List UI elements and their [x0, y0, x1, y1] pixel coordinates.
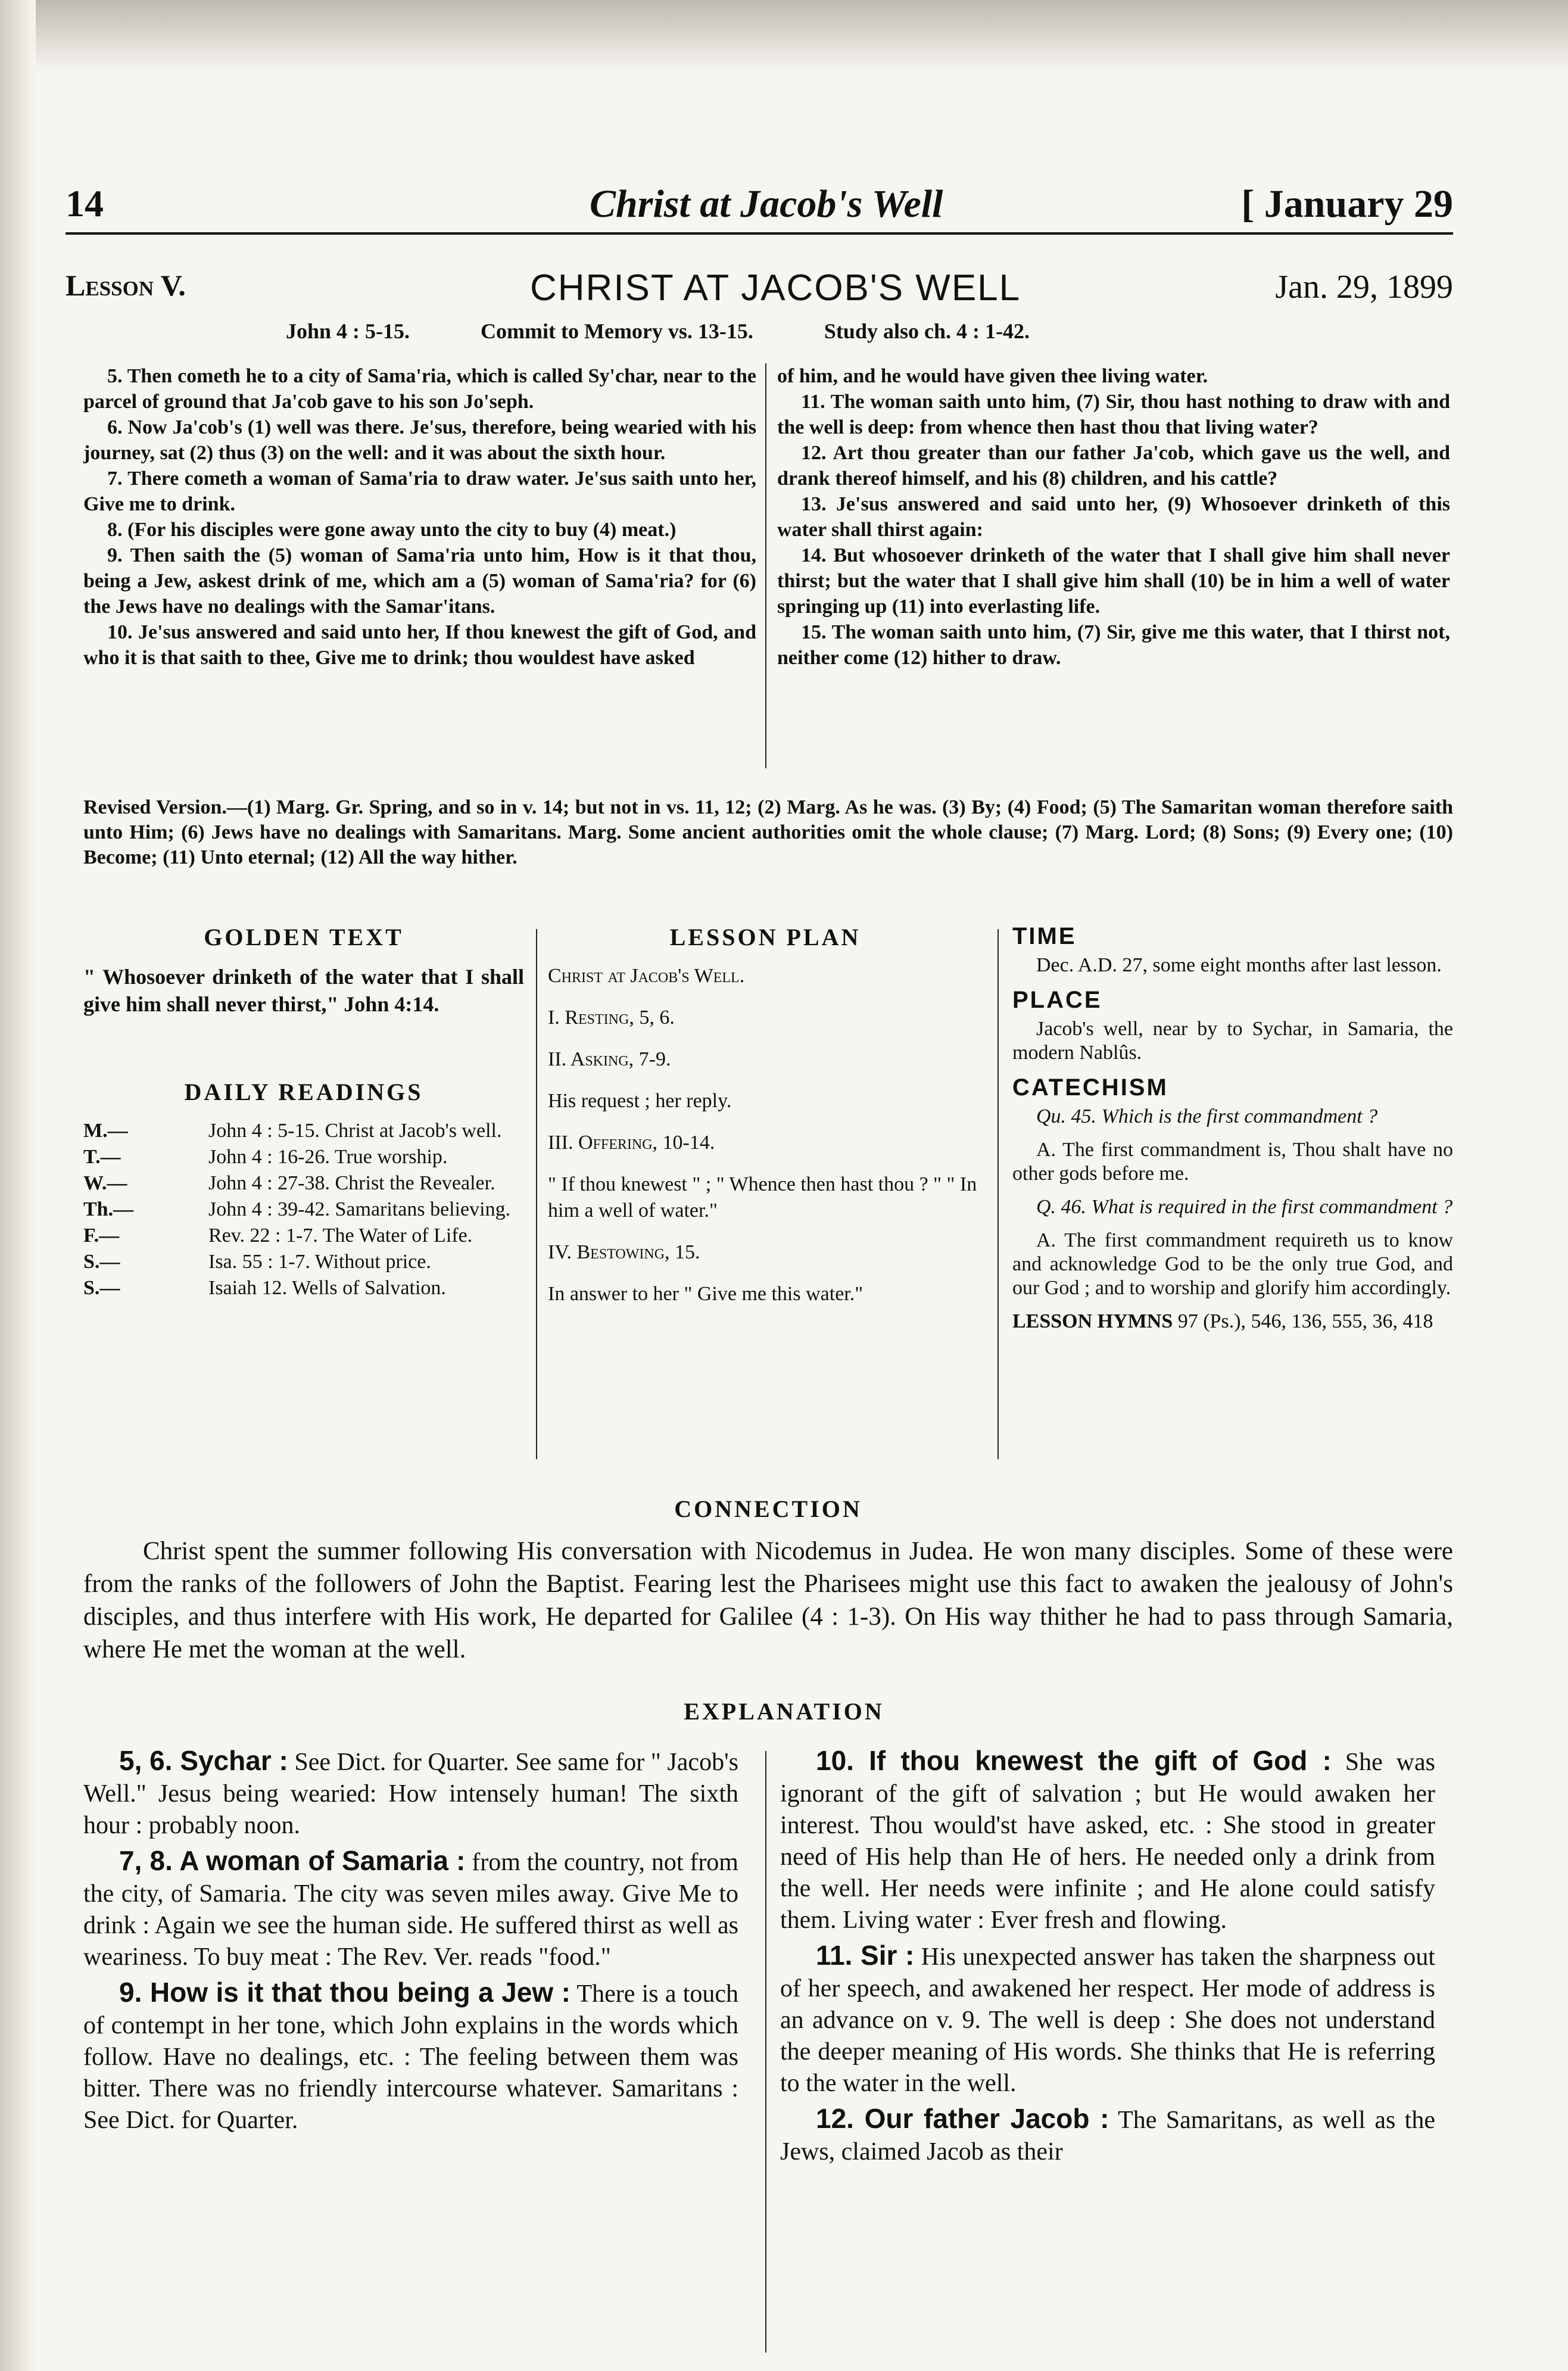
running-title: Christ at Jacob's Well — [590, 182, 943, 226]
verse: 11. The woman saith unto him, (7) Sir, thou hast nothing to draw with and the well is deep: from whence then hast thou that living water? — [777, 391, 1450, 438]
lesson-plan-heading: LESSON PLAN — [669, 924, 861, 951]
column-divider — [765, 1751, 766, 2353]
explanation-keyword: 9. How is it that thou being a Jew : — [119, 1977, 571, 2008]
scripture-left-column — [83, 363, 756, 671]
running-header — [66, 170, 1453, 235]
connection-text: Christ spent the summer following His conversation with Nicodemus in Judea. He won many disciples. Some of these were from the ranks of the followers of John the Baptist. Fearing lest the Pharisees might use this fact to awaken the jealousy of John's disciples, and thus interfere with His work, He departed for Galilee (4 : 1-3). On His way thither he had to pass through Samaria, where He met the woman at the well. — [83, 1537, 1453, 1663]
verse: 13. Je'sus answered and said unto her, (9) Whosoever drinketh of this water shall thirst again: — [777, 493, 1450, 541]
reading-ref: John 4 : 16-26. True worship. — [208, 1146, 448, 1168]
lesson-reference: John 4 : 5-15. — [286, 319, 410, 343]
column-divider — [997, 929, 999, 1459]
verse: of him, and he would have given thee living water. — [777, 365, 1208, 387]
place-heading: PLACE — [1012, 987, 1102, 1013]
golden-text: " Whosoever drinketh of the water that I shall give him shall never thirst," John 4:14. — [83, 965, 524, 1016]
explanation-text: His unexpected answer has taken the sharpness out of her speech, and awakened her respect. Her mode of address is an advance on v. 9. The well is deep : She does not understand the deeper meaning of His words. She thinks that He is referring to the water in the well. — [780, 1943, 1435, 2097]
study-reference: Study also ch. 4 : 1-42. — [824, 319, 1030, 343]
lesson-plan-block — [548, 923, 983, 1323]
plan-item: " If thou knewest " ; " Whence then hast thou ? " " In him a well of water." — [548, 1173, 977, 1222]
explanation-text: See Dict. for Quarter. See same for " Jacob's Well." Jesus being wearied: How intensely human! The sixth hour : probably noon. — [83, 1749, 738, 1839]
explanation-paragraph — [780, 1940, 1435, 2099]
verse: 15. The woman saith unto him, (7) Sir, give me this water, that I thirst not, neither come (12) hither to draw. — [777, 621, 1450, 669]
time-heading: TIME — [1012, 923, 1077, 949]
hymns-heading: LESSON HYMNS — [1012, 1310, 1173, 1332]
catechism-question: Q. 46. What is required in the first commandment ? — [1036, 1196, 1453, 1218]
column-divider — [536, 929, 537, 1459]
explanation-paragraph — [83, 1745, 738, 1842]
reading-ref: Isa. 55 : 1-7. Without price. — [208, 1251, 431, 1273]
running-date: [ January 29 — [1241, 182, 1453, 226]
explanation-keyword: 12. Our father Jacob : — [816, 2103, 1109, 2134]
explanation-right-column — [780, 1745, 1435, 2171]
verse: 5. Then cometh he to a city of Sama'ria, which is called Sy'char, near to the parcel of ground that Ja'cob gave to his son Jo'seph. — [83, 365, 756, 413]
catechism-answer: A. The first commandment requireth us to know and acknowledge God to be the only true God, and our God ; and to worship and glorify him accordingly. — [1012, 1229, 1453, 1299]
scan-side-edge — [0, 0, 36, 2371]
explanation-text: The Samaritans, as well as the Jews, claimed Jacob as their — [780, 2107, 1435, 2166]
daily-readings-block — [83, 1078, 524, 1301]
catechism-heading: CATECHISM — [1012, 1074, 1168, 1101]
reading-item — [83, 1170, 524, 1197]
plan-item: In answer to her " Give me this water." — [548, 1283, 864, 1305]
verse: 10. Je'sus answered and said unto her, If thou knewest the gift of God, and who it is that saith to thee, Give me to drink; thou wouldest have asked — [83, 621, 756, 669]
reading-ref: John 4 : 5-15. Christ at Jacob's well. — [208, 1120, 502, 1142]
hymns-list: 97 (Ps.), 546, 136, 555, 36, 418 — [1177, 1310, 1433, 1332]
reading-item — [83, 1223, 524, 1249]
page-number: 14 — [66, 182, 104, 225]
lesson-hymns — [1012, 1310, 1453, 1334]
verse: 8. (For his disciples were gone away unto the city to buy (4) meat.) — [107, 519, 677, 541]
golden-text-heading: GOLDEN TEXT — [204, 924, 404, 951]
connection-heading: CONNECTION — [674, 1495, 862, 1522]
reading-item — [83, 1275, 524, 1301]
reading-ref: John 4 : 27-38. Christ the Revealer. — [208, 1172, 495, 1194]
verse: 7. There cometh a woman of Sama'ria to draw water. Je'sus saith unto her, Give me to drink. — [83, 468, 756, 515]
reading-ref: John 4 : 39-42. Samaritans believing. — [208, 1198, 511, 1220]
explanation-heading: EXPLANATION — [684, 1698, 884, 1725]
reading-day: T.— — [83, 1146, 121, 1168]
scripture-right-column — [777, 363, 1450, 671]
reading-item — [83, 1249, 524, 1275]
explanation-heading-wrap — [0, 1697, 1568, 1737]
reading-item — [83, 1118, 524, 1144]
explanation-paragraph — [83, 1977, 738, 2136]
plan-item: II. Asking, 7-9. — [548, 1048, 671, 1070]
explanation-keyword: 11. Sir : — [816, 1940, 915, 1971]
connection-block — [83, 1495, 1453, 1666]
catechism-answer: A. The first commandment is, Thou shalt have no other gods before me. — [1012, 1139, 1453, 1185]
verse: 9. Then saith the (5) woman of Sama'ria unto him, How is it that thou, being a Jew, askest drink of me, which am a (5) woman of Sama'ria? for (6) the Jews have no dealings with the Samar'itans. — [83, 544, 756, 618]
lesson-title-line — [66, 262, 1453, 316]
lesson-facts-block — [1012, 923, 1453, 1343]
explanation-keyword: 5, 6. Sychar : — [119, 1745, 288, 1776]
verse: 14. But whosoever drinketh of the water that I shall give him shall never thirst; but the water that I shall give him shall (10) be in him a well of water springing up (11) into everlasting life. — [777, 544, 1450, 618]
plan-item: IV. Bestowing, 15. — [548, 1241, 700, 1263]
golden-text-block — [83, 923, 524, 1018]
plan-item: III. Offering, 10-14. — [548, 1132, 715, 1154]
plan-item: Christ at Jacob's Well. — [548, 965, 745, 987]
column-divider — [765, 363, 766, 768]
reading-ref: Isaiah 12. Wells of Salvation. — [208, 1277, 446, 1299]
catechism-question: Qu. 45. Which is the first commandment ? — [1036, 1105, 1378, 1127]
revised-version-notes: Revised Version.—(1) Marg. Gr. Spring, and so in v. 14; but not in vs. 11, 12; (2) Marg. As he was. (3) By; (4) Food; (5) The Samaritan woman therefore saith unto Him; (6) Jews have no dealings with Samaritans. Marg. Some ancient authorities omit the whole clause; (7) Marg. Lord; (8) Sons; (9) Every one; (10) Become; (11) Unto eternal; (12) All the way hither. — [83, 796, 1453, 868]
time-text: Dec. A.D. 27, some eight months after last lesson. — [1036, 954, 1442, 976]
reading-day: F.— — [83, 1225, 120, 1247]
plan-item: I. Resting, 5, 6. — [548, 1007, 675, 1029]
verse: 12. Art thou greater than our father Ja'cob, which gave us the well, and drank thereof himself, and his (8) children, and his cattle? — [777, 442, 1450, 490]
explanation-paragraph — [780, 1745, 1435, 1936]
lesson-references — [286, 319, 1453, 344]
reading-ref: Rev. 22 : 1-7. The Water of Life. — [208, 1225, 473, 1247]
explanation-keyword: 7, 8. A woman of Samaria : — [119, 1845, 466, 1876]
reading-day: S.— — [83, 1277, 120, 1299]
explanation-text: She was ignorant of the gift of salvation ; but He would awaken her interest. Thou would'st have asked, etc. : She stood in greater need of His help than He of hers. He needed only a drink from the well. Her needs were infinite ; and He alone could satisfy them. Living water : Ever fresh and flowing. — [780, 1749, 1435, 1934]
verse: 6. Now Ja'cob's (1) well was there. Je'sus, therefore, being wearied with his journey, sat (2) thus (3) on the well: and it was about the sixth hour. — [83, 416, 756, 464]
lesson-title: CHRIST AT JACOB'S WELL — [530, 267, 1021, 309]
reading-item — [83, 1144, 524, 1170]
memory-reference: Commit to Memory vs. 13-15. — [481, 319, 753, 343]
reading-item — [83, 1197, 524, 1223]
header-rule — [66, 232, 1453, 235]
reading-day: W.— — [83, 1172, 127, 1194]
place-text: Jacob's well, near by to Sychar, in Samaria, the modern Nablûs. — [1012, 1018, 1453, 1064]
explanation-left-column — [83, 1745, 738, 2140]
explanation-keyword: 10. If thou knewest the gift of God : — [816, 1745, 1332, 1776]
scan-edge — [0, 0, 1568, 71]
reading-day: S.— — [83, 1251, 120, 1273]
reading-day: Th.— — [83, 1198, 134, 1220]
lesson-number: Lesson V. — [66, 269, 186, 302]
reading-day: M.— — [83, 1120, 128, 1142]
explanation-text: There is a touch of contempt in her tone, which John explains in the words which follow. Have no dealings, etc. : The feeling between them was bitter. There was no friendly intercourse whatever. Samaritans : See Dict. for Quarter. — [83, 1980, 738, 2134]
explanation-paragraph — [780, 2103, 1435, 2168]
explanation-paragraph — [83, 1845, 738, 1973]
lesson-date: Jan. 29, 1899 — [1275, 269, 1453, 306]
daily-readings-heading: DAILY READINGS — [184, 1079, 423, 1105]
explanation-text: from the country, not from the city, of Samaria. The city was seven miles away. Give Me to drink : Again we see the human side. He suffered thirst as well as weariness. To buy meat : The Rev. Ver. reads "food." — [83, 1849, 738, 1971]
plan-item: His request ; her reply. — [548, 1090, 732, 1112]
